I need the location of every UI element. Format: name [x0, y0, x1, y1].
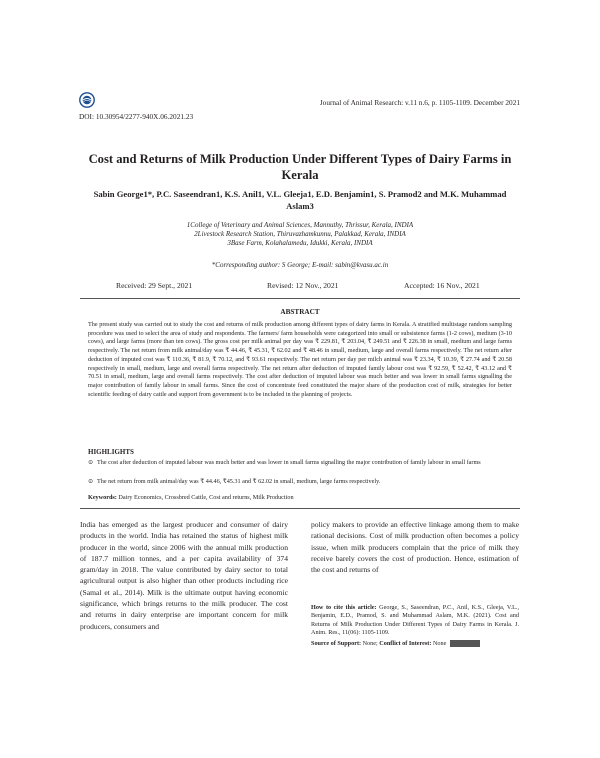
journal-info: Journal of Animal Research: v.11 n.6, p. 1105-1109. December 2021 [319, 98, 520, 107]
highlight-item [88, 478, 512, 487]
body-column-left: India has emerged as the largest producer and consumer of dairy products in the world. India has retained the status of highest milk producer in the world, since 2006 with the annual milk production of 187.7 million tonnes, and a per capita availability of 374 gram/day in 2018. The value contributed by dairy sector to total agricultural output is also higher than other products including rice (Samal et al., 2014). Milk is the ultimate output having economic significance, which brings returns to the milk producer. The cost and returns in dairy enterprise are important concern for milk producers, consumers and [80, 520, 288, 631]
bullet-icon: ⊙ [88, 478, 94, 485]
publisher-logo [79, 92, 95, 108]
affiliations [80, 221, 520, 249]
highlight-text: The net return from milk animal/day was ₹ 44.46, ₹45.31 and ₹ 62.02 in small, medium, large farms respectively. [97, 478, 381, 485]
article-title: Cost and Returns of Milk Production Under Different Types of Dairy Farms in Kerala [88, 152, 512, 182]
received-date: Received: 29 Sept., 2021 [116, 281, 193, 290]
accepted-date: Accepted: 16 Nov., 2021 [404, 281, 480, 290]
support-line [311, 640, 519, 648]
affiliation-3: 3Base Farm, Kolahalamedu, Idukki, Kerala, INDIA [227, 239, 373, 248]
keywords [88, 494, 294, 501]
support-label: Source of Support: [311, 640, 362, 648]
creative-commons-icon [450, 640, 480, 647]
keywords-text: Dairy Economics, Crossbred Cattle, Cost and returns, Milk Production [118, 494, 294, 501]
doi: DOI: 10.30954/2277-940X.06.2021.23 [79, 112, 194, 121]
abstract-text: The present study was carried out to study the cost and returns of milk production among different types of dairy farms in Kerala. A stratified multistage random sampling procedure was used to select the area of study and respondents. The farmers/ farm households were categorized into small or subsistence farms (1-2 cows), medium (3-10 cows), and large farms (more than ten cows). The gross cost per milk animal per day was ₹ 229.81, ₹ 203.04, ₹ 249.51 and ₹ 226.38 in small, medium and large farms respectively. The net return from milk animal/day was ₹ 44.46, ₹ 45.31, ₹ 62.02 and ₹ 48.46 in small, medium, large and overall farms respectively. The net return after deduction of imputed cost was ₹ 110.36, ₹ 81.9, ₹ 70.12, and ₹ 93.61 respectively. The net return per day per milch animal was ₹ 23.34, ₹ 10.39, ₹ 27.74 and ₹ 20.58 respectively in small, medium, large and overall farms respectively. The net return after deduction of imputed family labour cost was ₹ 92.59, ₹ 52.42, ₹ 43.12 and ₹ 70.51 in small, medium, large and overall farms respectively. The cost after deduction of imputed labour was much better and was lower in small farms signalling the major contribution of family labour in small farms. Since the cost of concentrate feed constituted the major share of the production cost of milk, strategies for better scientific feeding of dairy cattle and support from government is to be included in the planning of projects. [88, 321, 512, 398]
bullet-icon: ⊙ [88, 459, 94, 466]
highlights-heading: HIGHLIGHTS [88, 448, 134, 456]
abstract-heading: ABSTRACT [280, 308, 320, 316]
highlight-text: The cost after deduction of imputed labour was much better and was lower in small farms signalling the major contribution of family labour in small farms [97, 459, 481, 466]
support-value: None; [362, 640, 378, 648]
affiliation-2: 2Livestock Research Station, Thiruvazhamkunnu, Palakkad, Kerala, INDIA [194, 230, 406, 239]
citation-box [311, 604, 519, 648]
citation-text: George, S., Saseendran, P.C., Anil, K.S., Gleeja, V.L., Benjamin, E.D., Pramod, S. and Muhammad Aslam, M.K. (2021). Cost and Returns of Milk Production Under Different Types of Dairy Farms in Kerala. J. Anim. Res., 11(06): 1105-1109. [311, 604, 519, 636]
citation-label: How to cite this article: [311, 604, 377, 611]
body-column-right: policy makers to provide an effective linkage among them to make rational decisions. Cost of milk production often becomes a policy issue, when milk producers complain that the price of milk they receive barely covers the cost of production. Hence, estimation of the cost and returns of [311, 520, 519, 575]
divider-bottom [80, 508, 520, 509]
conflict-label: Conflict of Interest: [379, 640, 432, 648]
affiliation-1: 1College of Veterinary and Animal Sciences, Mannuthy, Thrissur, Kerala, INDIA [186, 221, 414, 229]
divider-top [80, 298, 520, 299]
revised-date: Revised: 12 Nov., 2021 [267, 281, 339, 290]
globe-logo-icon [79, 92, 95, 108]
author-list: Sabin George1*, P.C. Saseendran1, K.S. Anil1, V.L. Gleeja1, E.D. Benjamin1, S. Pramod2 and M.K. Muhammad Aslam3 [93, 189, 507, 211]
conflict-value: None [432, 640, 447, 648]
highlight-item [88, 459, 512, 468]
keywords-label: Keywords: [88, 494, 117, 501]
corresponding-author: *Corresponding author: S George; E-mail: sabin@kvasu.ac.in [211, 261, 389, 269]
